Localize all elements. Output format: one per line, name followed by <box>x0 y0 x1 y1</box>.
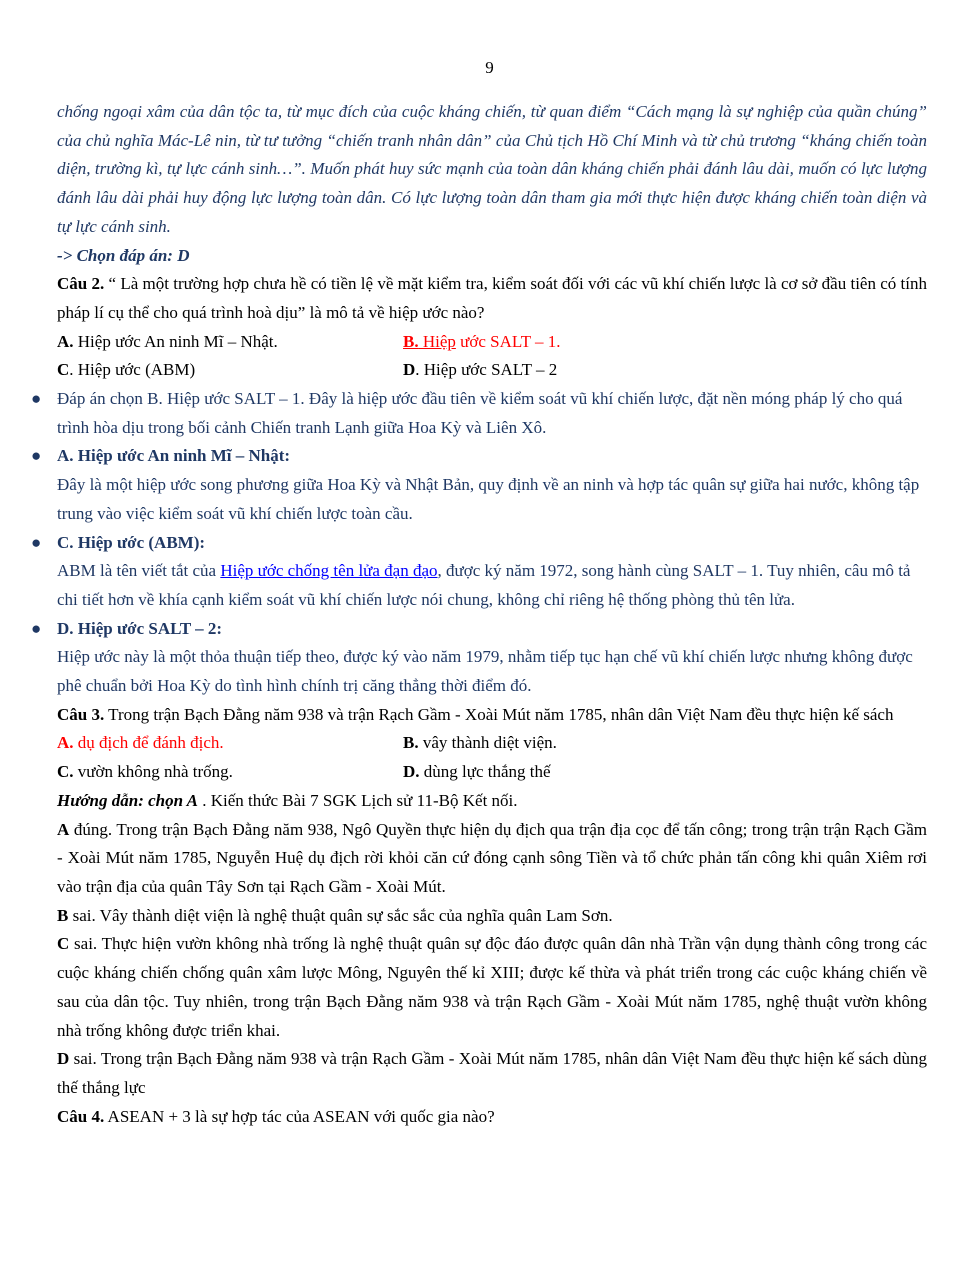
question-2 <box>57 270 927 327</box>
q3-option-d-text: dùng lực thắng thế <box>419 762 551 782</box>
question-2-options-row-2 <box>57 356 927 385</box>
q2-explanation-c-before: ABM là tên viết tắt của <box>57 561 221 581</box>
q2-option-c <box>57 356 403 385</box>
q2-option-c-letter: C <box>57 360 70 380</box>
q3-option-a <box>57 729 403 758</box>
question-4-label: Câu 4. <box>57 1106 105 1126</box>
previous-answer: -> Chọn đáp án: D <box>57 245 190 265</box>
q2-explanation-answer-text: Đáp án chọn B. Hiệp ước SALT – 1. Đây là hiệp ước đầu tiên về kiểm soát vũ khí chiến lược, đặt nền móng pháp lý cho quá trình hòa dịu trong bối cảnh Chiến tranh Lạnh giữa Hoa Kỳ và Liên Xô. <box>57 389 903 437</box>
q3-explanation-b-letter: B <box>57 905 69 925</box>
q3-explanation-b <box>57 902 927 931</box>
q2-option-a-text: Hiệp ước An ninh Mĩ – Nhật. <box>73 331 278 351</box>
q2-explanation-d-title: D. Hiệp ước SALT – 2: <box>57 618 223 638</box>
q2-option-d-text: . Hiệp ước SALT – 2 <box>415 360 558 380</box>
q3-explanation-c-letter: C <box>57 934 70 954</box>
q2-option-c-text: . Hiệp ước (ABM) <box>69 360 196 380</box>
question-2-label: Câu 2. <box>57 274 105 294</box>
q3-option-c <box>57 758 403 787</box>
question-4-text: ASEAN + 3 là sự hợp tác của ASEAN với quốc gia nào? <box>104 1106 495 1126</box>
q2-option-a-letter: A. <box>57 331 74 351</box>
q2-explanation-c <box>31 529 927 615</box>
question-3-options-row-1 <box>57 729 927 758</box>
q3-guide <box>57 787 927 816</box>
question-2-text: “ Là một trường hợp chưa hề có tiền lệ về mặt kiểm tra, kiểm soát đối với các vũ khí chiến lược là cơ sở đầu tiên có tính pháp lí cụ thể cho quá trình hoà dịu” là mô tả về hiệp ước nào? <box>57 274 927 322</box>
q2-option-a <box>57 328 403 357</box>
q3-explanation-b-text: sai. Vây thành diệt viện là nghệ thuật quân sự sắc sắc của nghĩa quân Lam Sơn. <box>68 905 613 925</box>
q3-option-c-letter: C. <box>57 762 74 782</box>
q3-explanation-a <box>57 816 927 902</box>
q3-explanation-a-text: đúng. Trong trận Bạch Đằng năm 938, Ngô Quyền thực hiện dụ địch qua trận địa cọc để tấn công; trong trận trận Rạch Gầm - Xoài Mút năm 1785, Nguyễn Huệ dụ địch rời khỏi căn cứ đóng cạnh sông Tiền và tổ chức phản tấn công khi quân Xiêm rơi vào trận địa của quân Tây Sơn tại Rạch Gầm - Xoài Mút. <box>57 819 927 896</box>
q2-explanation-d-text: Hiệp ước này là một thỏa thuận tiếp theo, được ký vào năm 1979, nhằm tiếp tục hạn chế vũ khí chiến lược nhưng không được phê chuẩn bởi Hoa Kỳ do tình hình chính trị căng thẳng thời điểm đó. <box>57 647 913 696</box>
q3-option-d-letter: D. <box>403 762 420 782</box>
abm-treaty-link[interactable]: Hiệp ước chống tên lửa đạn đạo <box>220 561 438 581</box>
bullet-icon: ● <box>31 389 42 409</box>
q3-guide-label: Hướng dẫn: chọn A <box>57 790 199 810</box>
q3-option-b <box>403 729 557 758</box>
q2-explanations <box>31 385 927 701</box>
q2-explanation-c-title: C. Hiệp ước (ABM): <box>57 532 206 552</box>
q2-option-d-letter: D <box>403 360 416 380</box>
page-number: 9 <box>485 58 494 77</box>
q3-explanation-c <box>57 930 927 1045</box>
q2-option-b <box>403 328 561 357</box>
question-3-text: Trong trận Bạch Đằng năm 938 và trận Rạch Gầm - Xoài Mút năm 1785, nhân dân Việt Nam đều thực hiện kế sách <box>104 704 894 724</box>
q2-explanation-c-text <box>57 557 927 614</box>
question-3-options-row-2 <box>57 758 927 787</box>
q2-option-d <box>403 356 557 385</box>
q3-option-a-letter: A. <box>57 733 74 753</box>
q3-explanation-d <box>57 1045 927 1102</box>
q3-option-c-text: vườn không nhà trống. <box>73 762 233 782</box>
q3-option-a-text: dụ địch để đánh địch. <box>73 733 224 753</box>
question-2-options-row-1 <box>57 328 927 357</box>
bullet-icon: ● <box>31 532 42 552</box>
bullet-icon: ● <box>31 618 42 638</box>
document-body <box>31 98 927 1131</box>
q3-explanation-a-letter: A <box>57 819 70 839</box>
q3-explanation-c-text: sai. Thực hiện vườn không nhà trống là nghệ thuật quân sự độc đáo được quân dân nhà Trần vận dụng thành công trong các cuộc kháng chiến chống quân xâm lược Mông, Nguyên thế kỉ XIII; được kế thừa và phát triển trong các cuộc kháng chiến về sau của dân tộc. Tuy nhiên, trong trận Bạch Đằng năm 938 và trận Rạch Gầm - Xoài Mút năm 1785, nghệ thuật vườn không nhà trống không được triển khai. <box>57 934 927 1040</box>
q3-explanation-d-letter: D <box>57 1049 70 1069</box>
q2-explanation-a-text: Đây là một hiệp ước song phương giữa Hoa Kỳ và Nhật Bản, quy định về an ninh và hợp tác quân sự giữa hai nước, không tập trung vào việc kiểm soát vũ khí chiến lược toàn cầu. <box>57 475 920 523</box>
question-3 <box>57 701 927 730</box>
bullet-icon: ● <box>31 446 42 466</box>
q3-option-d <box>403 758 551 787</box>
q2-option-b-text: ước SALT – 1. <box>455 331 561 351</box>
q2-explanation-a <box>31 442 927 528</box>
q2-explanation-a-title: A. Hiệp ước An ninh Mĩ – Nhật: <box>57 446 291 466</box>
q2-explanation-c-after: , được ký năm 1972, song hành cùng SALT – 1. Tuy nhiên, câu mô tả chi tiết hơn về khía cạnh kiểm soát vũ khí chiến lược nói chung, không chỉ riêng hệ thống phòng thủ tên lửa. <box>57 561 911 609</box>
question-4 <box>57 1103 927 1132</box>
q3-option-b-letter: B. <box>403 733 419 753</box>
q3-option-b-text: vây thành diệt viện. <box>418 733 557 753</box>
q2-explanation-answer <box>31 385 927 442</box>
intro-paragraph: chống ngoại xâm của dân tộc ta, từ mục đích của cuộc kháng chiến, từ quan điểm “Cách mạng là sự nghiệp của quần chúng” của chủ nghĩa Mác-Lê nin, từ tư tưởng “chiến tranh nhân dân” của Chủ tịch Hồ Chí Minh và từ chủ trương “kháng chiến toàn diện, trường kì, tự lực cánh sinh…”. Muốn phát huy sức mạnh của toàn dân kháng chiến phải đánh lâu dài, muốn có lực lượng đánh lâu dài phải huy động lực lượng toàn dân. Có lực lượng toàn dân tham gia mới thực hiện được kháng chiến toàn diện và tự lực cánh sinh. <box>57 102 927 236</box>
q2-option-b-underlined: Hiệp <box>418 331 456 351</box>
question-3-label: Câu 3. <box>57 704 105 724</box>
q3-guide-text: . Kiến thức Bài 7 SGK Lịch sử 11-Bộ Kết nối. <box>198 790 518 810</box>
q2-explanation-d <box>31 615 927 701</box>
q3-explanation-d-text: sai. Trong trận Bạch Đằng năm 938 và trận Rạch Gầm - Xoài Mút năm 1785, nhân dân Việt Nam đều thực hiện kế sách dùng thế thắng lực <box>57 1049 927 1097</box>
q2-option-b-letter: B. <box>403 331 419 351</box>
